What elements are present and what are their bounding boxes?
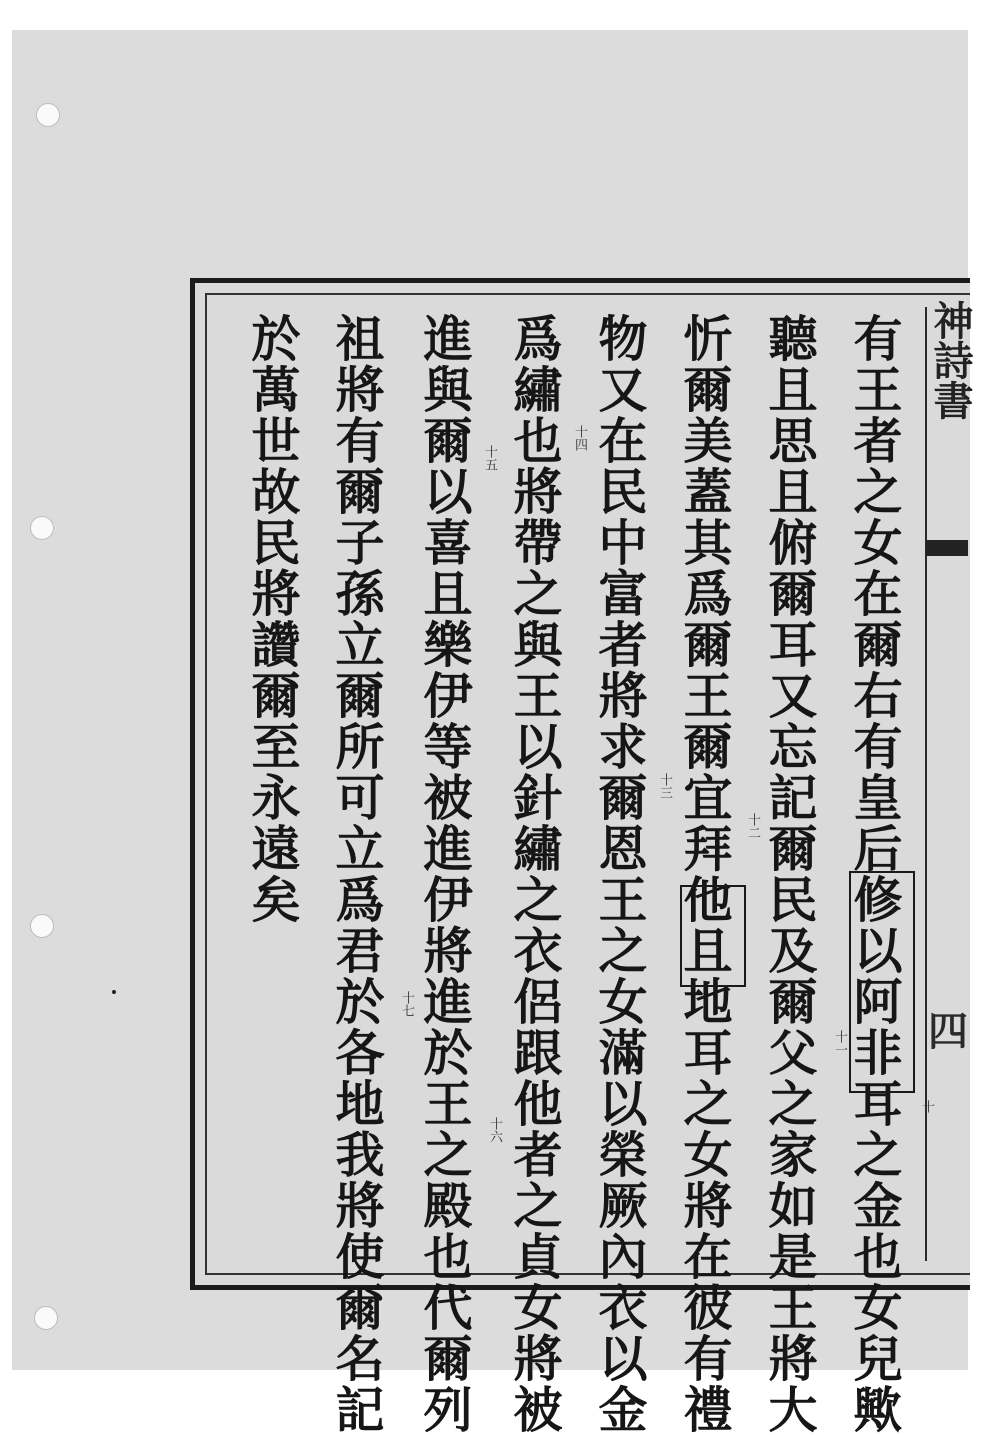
text-column-8: 於萬世故民將讚爾至永遠矣 — [244, 313, 302, 925]
folio-number: 四 — [928, 1008, 968, 1055]
verse-marker: 十六 — [487, 1117, 502, 1143]
verse-marker: 十五 — [482, 445, 497, 471]
text-column-3: 忻爾美蓋其爲爾王爾宜拜他且地耳之女將在彼有禮 — [676, 313, 734, 1435]
text-column-5: 爲繡也將帶之與王以針繡之衣侶跟他者之貞女將被 — [506, 313, 564, 1435]
text-column-1: 有王者之女在爾右有皇后修以阿非耳之金也女兒歟 — [846, 313, 904, 1435]
binder-hole-icon — [36, 103, 60, 127]
running-title: 神詩書 — [927, 300, 974, 420]
text-column-4: 物又在民中富者將求爾恩王之女滿以榮厥內衣以金 — [591, 313, 649, 1435]
verse-marker: 十七 — [399, 991, 414, 1017]
verse-marker: 十三 — [657, 773, 672, 799]
name-box — [680, 885, 746, 987]
binder-hole-icon — [34, 1306, 58, 1330]
fishtail-ornament — [926, 540, 968, 556]
verse-marker: 十二 — [745, 813, 760, 839]
text-column-6: 進與爾以喜且樂伊等被進伊將進於王之殿也代爾列 — [416, 313, 474, 1435]
inner-border — [205, 293, 974, 1435]
text-column-2: 聽且思且俯爾耳又忘記爾民及爾父之家如是王將大 — [761, 313, 819, 1435]
text-column-7: 祖將有爾子孫立爾所可立爲君於各地我將使爾名記 — [328, 313, 386, 1435]
column-divider — [925, 307, 927, 1261]
binder-hole-icon — [30, 516, 54, 540]
ink-speck — [112, 990, 116, 994]
verse-marker: 十 — [919, 1100, 934, 1113]
verse-marker: 十四 — [572, 425, 587, 451]
verse-marker: 十一 — [832, 1030, 847, 1056]
printed-page-frame — [190, 278, 974, 1435]
name-box — [849, 871, 915, 1093]
binder-hole-icon — [30, 914, 54, 938]
